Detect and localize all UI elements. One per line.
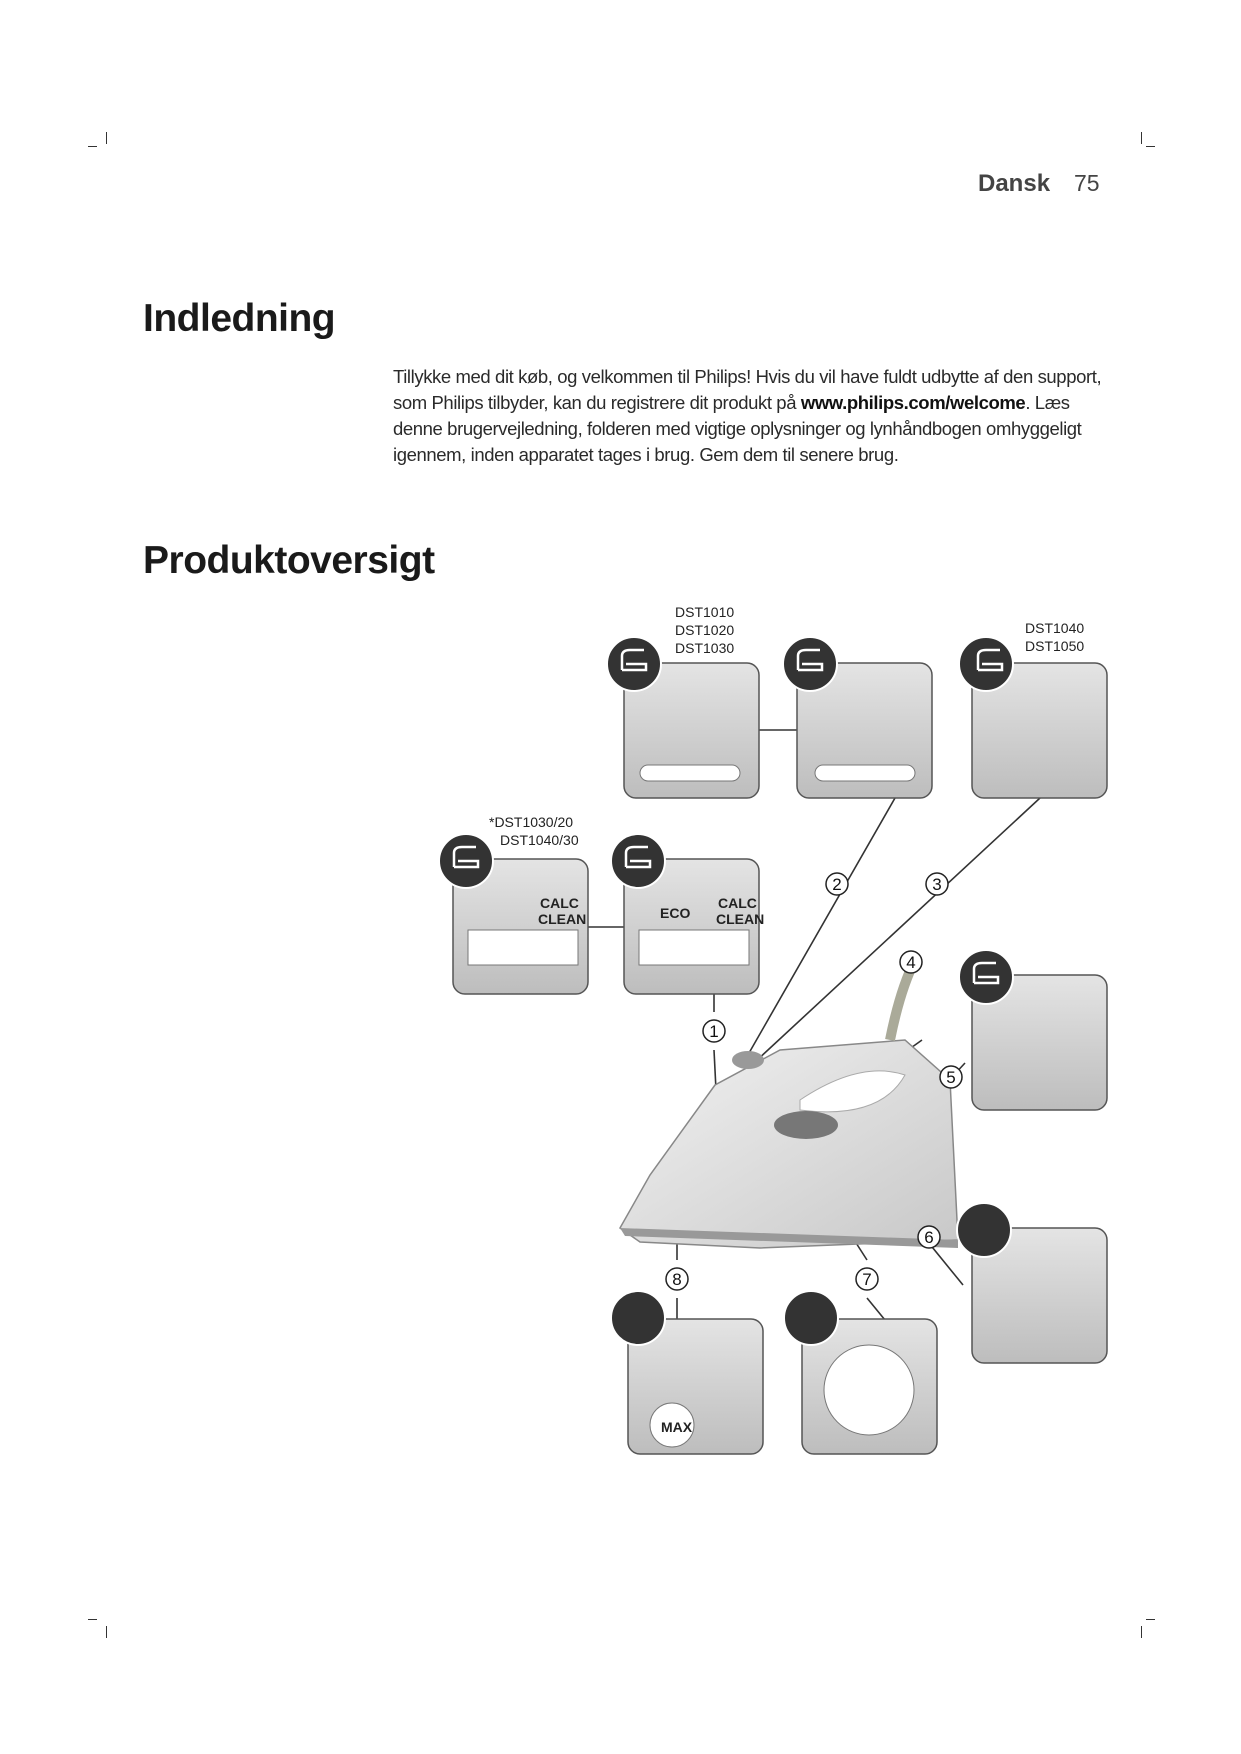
dial-label: ECO: [660, 905, 691, 921]
dial-label: CLEAN: [716, 911, 765, 927]
callout-4: 4: [906, 953, 916, 972]
callout-1: 1: [709, 1022, 719, 1041]
calc-clean-icon: [957, 1203, 1011, 1257]
spray-button: [732, 1051, 764, 1069]
model-label: DST1040/30: [500, 832, 579, 848]
steam-cloud: [640, 765, 740, 781]
steam-slider: [639, 930, 749, 965]
callout-8: 8: [672, 1270, 682, 1289]
iron-illustration: [620, 1040, 958, 1248]
callout-3: 3: [932, 875, 942, 894]
callout-6: 6: [924, 1228, 934, 1247]
model-label: *DST1030/20: [489, 814, 574, 830]
callout-7: 7: [862, 1270, 872, 1289]
section-title-overview: Produktoversigt: [143, 539, 435, 582]
intro-text: Tillykke med dit køb, og velkommen til Philips! Hvis du vil have fuldt udbytte af den support, som Philips tilbyder, kan du registrere dit produkt på: [393, 366, 1102, 413]
max-label: MAX: [661, 1419, 693, 1435]
dial-label: CALC: [718, 895, 757, 911]
model-label: DST1020: [675, 622, 735, 638]
model-label: DST1050: [1025, 638, 1085, 654]
temperature-dial-closeup: [824, 1345, 914, 1435]
steam-slider: [468, 930, 578, 965]
dial-label: CALC: [540, 895, 579, 911]
callout-2: 2: [832, 875, 842, 894]
welcome-link[interactable]: www.philips.com/welcome: [800, 392, 1026, 413]
callout-5: 5: [946, 1068, 956, 1087]
model-label: DST1010: [675, 604, 735, 620]
model-label: DST1040: [1025, 620, 1085, 636]
steam-cloud: [815, 765, 915, 781]
language-label: Dansk: [978, 170, 1051, 197]
water-fill-icon: [611, 1291, 665, 1345]
section-title-intro: Indledning: [143, 297, 336, 340]
model-label: DST1030: [675, 640, 735, 656]
temperature-dial: [774, 1111, 838, 1139]
temperature-icon: [784, 1291, 838, 1345]
dial-label: CLEAN: [538, 911, 587, 927]
intro-text-continued: . Læs denne brugervejledning, folderen med vigtige oplysninger og lynhåndbogen omhyggeligt igennem, inden apparatet tages i brug. Gem dem til senere brug.: [393, 392, 1082, 465]
page-number: 75: [1074, 170, 1100, 196]
